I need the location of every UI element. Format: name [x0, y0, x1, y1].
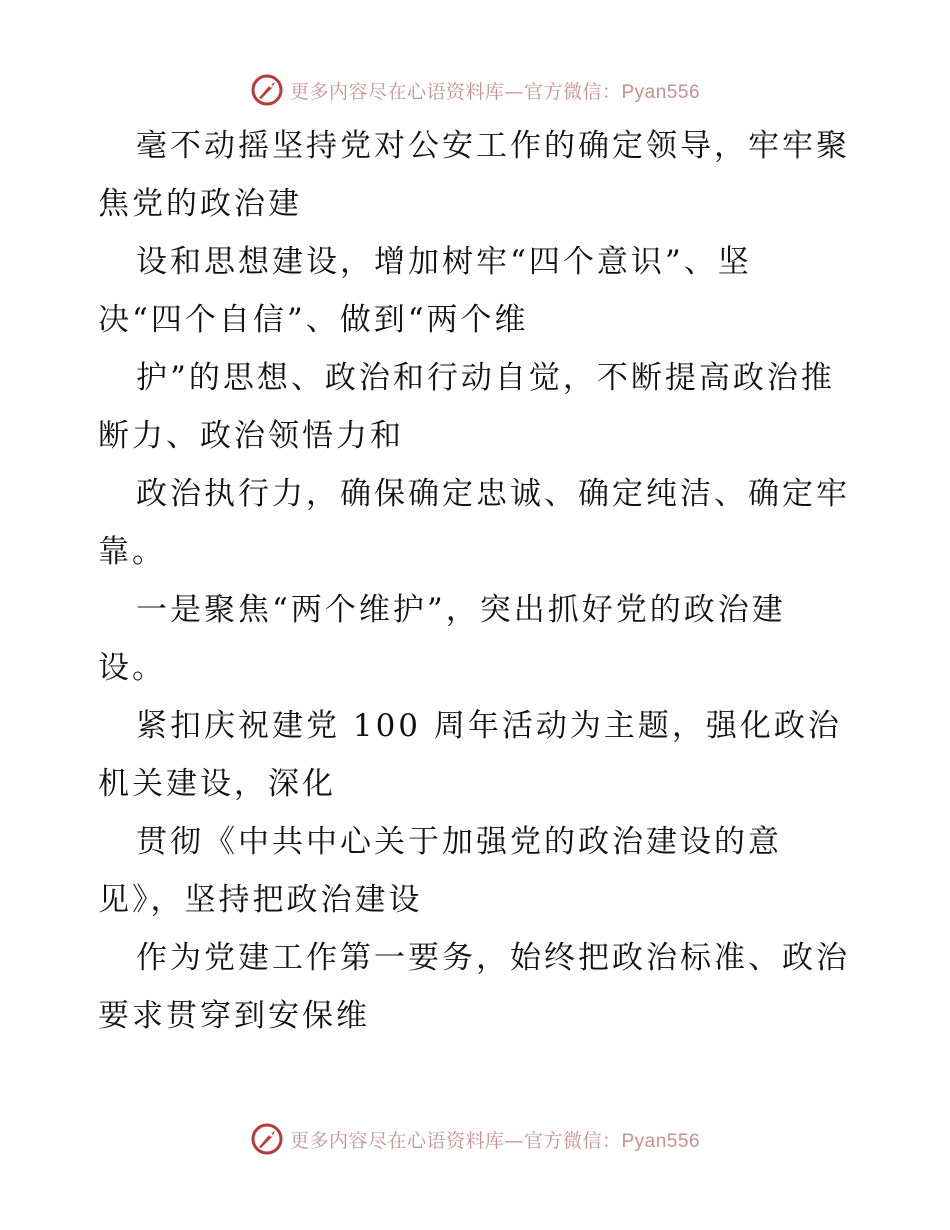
- text-line: 决“四个自信”、做到“两个维: [98, 302, 529, 338]
- pen-nib-logo-icon: [250, 73, 284, 107]
- watermark-brand: 更多内容尽在心语资料库: [289, 80, 505, 103]
- watermark-contact-label: 官方微信：: [523, 1129, 622, 1152]
- text-line: 一是聚焦“两个维护”，突出抓好党的政治建: [136, 592, 786, 628]
- pen-nib-logo-icon: [250, 1122, 284, 1156]
- text-line: 紧扣庆祝建党 100 周年活动为主题，强化政治: [136, 708, 842, 744]
- watermark-brand: 更多内容尽在心语资料库: [289, 1129, 505, 1152]
- text-line: 靠。: [98, 534, 166, 570]
- watermark-contact-id: Pyan556: [621, 81, 701, 103]
- watermark-contact-id: Pyan556: [621, 1130, 701, 1152]
- text-line: 机关建设，深化: [98, 766, 336, 802]
- text-line: 作为党建工作第一要务，始终把政治标准、政治: [136, 940, 850, 976]
- watermark-separator: —: [504, 1129, 524, 1152]
- header-watermark: [0, 70, 950, 110]
- watermark-separator: —: [504, 80, 524, 103]
- document-body: [98, 117, 888, 1045]
- text-line: 要求贯穿到安保维: [98, 998, 370, 1034]
- text-line: 设和思想建设，增加树牢“四个意识”、坚: [136, 244, 752, 280]
- footer-watermark: [0, 1119, 950, 1159]
- watermark-text: [290, 1126, 700, 1153]
- text-line: 政治执行力，确保确定忠诚、确定纯洁、确定牢: [136, 476, 850, 512]
- text-line: 设。: [98, 650, 166, 686]
- text-line: 贯彻《中共中心关于加强党的政治建设的意: [136, 824, 782, 860]
- text-line: 护”的思想、政治和行动自觉，不断提高政治推: [136, 360, 835, 396]
- text-line: 断力、政治领悟力和: [98, 418, 404, 454]
- text-line: 见》，坚持把政治建设: [98, 882, 423, 918]
- watermark-contact-label: 官方微信：: [523, 80, 622, 103]
- text-line: 毫不动摇坚持党对公安工作的确定领导，牢牢聚: [136, 128, 850, 164]
- text-line: 焦党的政治建: [98, 186, 302, 222]
- watermark-text: [290, 77, 700, 104]
